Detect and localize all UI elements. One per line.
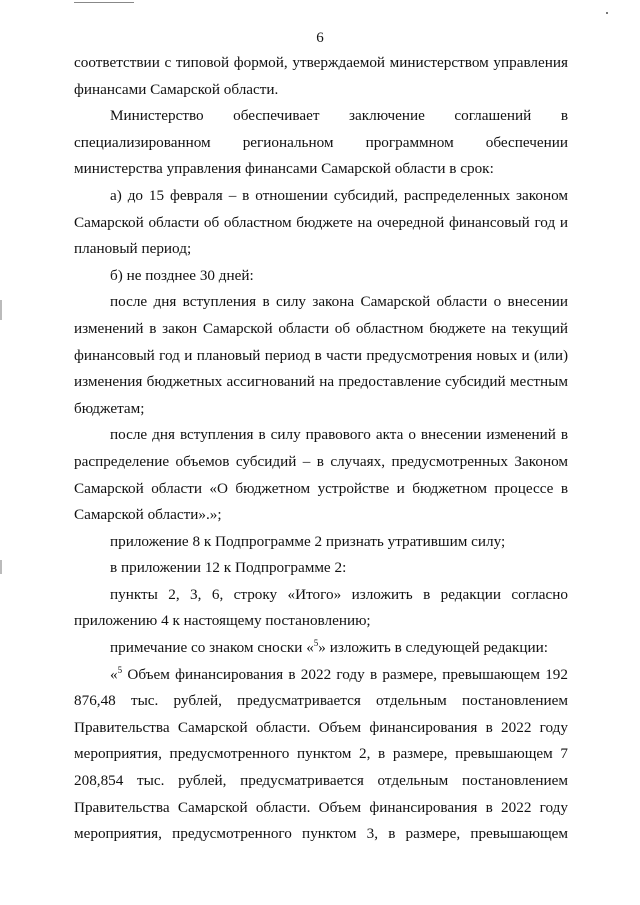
footnote-text: Объем финансирования в 2022 году в размере, превышающем 192 876,48 тыс. рублей, предусматривается отдельным постановлением Правительства Самарской области. Объем финансирования в 2022 году мероприятия, предусмотренного пунктом 2, в размере, превышающем 7 208,854 тыс. рублей, предусматривается отдельным постановлением Правительства Самарской области. Объем финансирования в 2022 году мероприятия, предусмотренного пунктом 3, в размере, превышающем [74, 665, 568, 843]
scan-artifact-edge [0, 300, 2, 320]
document-body [74, 50, 568, 848]
scan-artifact-edge [0, 560, 2, 574]
footnote-note-after: » изложить в следующей редакции: [318, 639, 549, 657]
paragraph-footnote-note [74, 635, 568, 662]
paragraph-item-a: а) до 15 февраля – в отношении субсидий, распределенных законом Самарской области об областном бюджете на очередной финансовый год и плановый период; [74, 186, 568, 258]
quote-open: « [110, 665, 118, 683]
footnote-note-before: примечание со знаком сноски « [110, 639, 314, 657]
paragraph-item-b: б) не позднее 30 дней: [110, 266, 254, 284]
paragraph-appendix-8: приложение 8 к Подпрограмме 2 признать утратившим силу; [110, 532, 506, 550]
scan-artifact-line [74, 2, 134, 3]
page-number: 6 [316, 30, 324, 46]
paragraph-continuation: соответствии с типовой формой, утверждаемой министерством управления финансами Самарской области. [74, 54, 568, 98]
paragraph-legal-act: после дня вступления в силу правового акта о внесении изменений в распределение объемов субсидий – в случаях, предусмотренных Законом Самарской области «О бюджетном устройстве и бюджетном процессе в Самарской области».»; [74, 426, 568, 524]
paragraph-law-change: после дня вступления в силу закона Самарской области о внесении изменений в закон Самарской области об областном бюджете на текущий финансовый год и плановый период в части предусмотрения новых и (или) изменения бюджетных ассигнований на предоставление субсидий местным бюджетам; [74, 293, 568, 417]
scan-artifact-dot [606, 12, 608, 14]
paragraph-ministry: Министерство обеспечивает заключение соглашений в специализированном региональном программном обеспечении министерства управления финансами Самарской области в срок: [74, 107, 568, 178]
paragraph-footnote-text [74, 662, 568, 848]
paragraph-points: пункты 2, 3, 6, строку «Итого» изложить в редакции согласно приложению 4 к настоящему постановлению; [74, 585, 568, 630]
footnote-mark: 5 [117, 664, 123, 675]
paragraph-appendix-12: в приложении 12 к Подпрограмме 2: [110, 559, 347, 577]
footnote-mark: 5 [313, 638, 319, 649]
